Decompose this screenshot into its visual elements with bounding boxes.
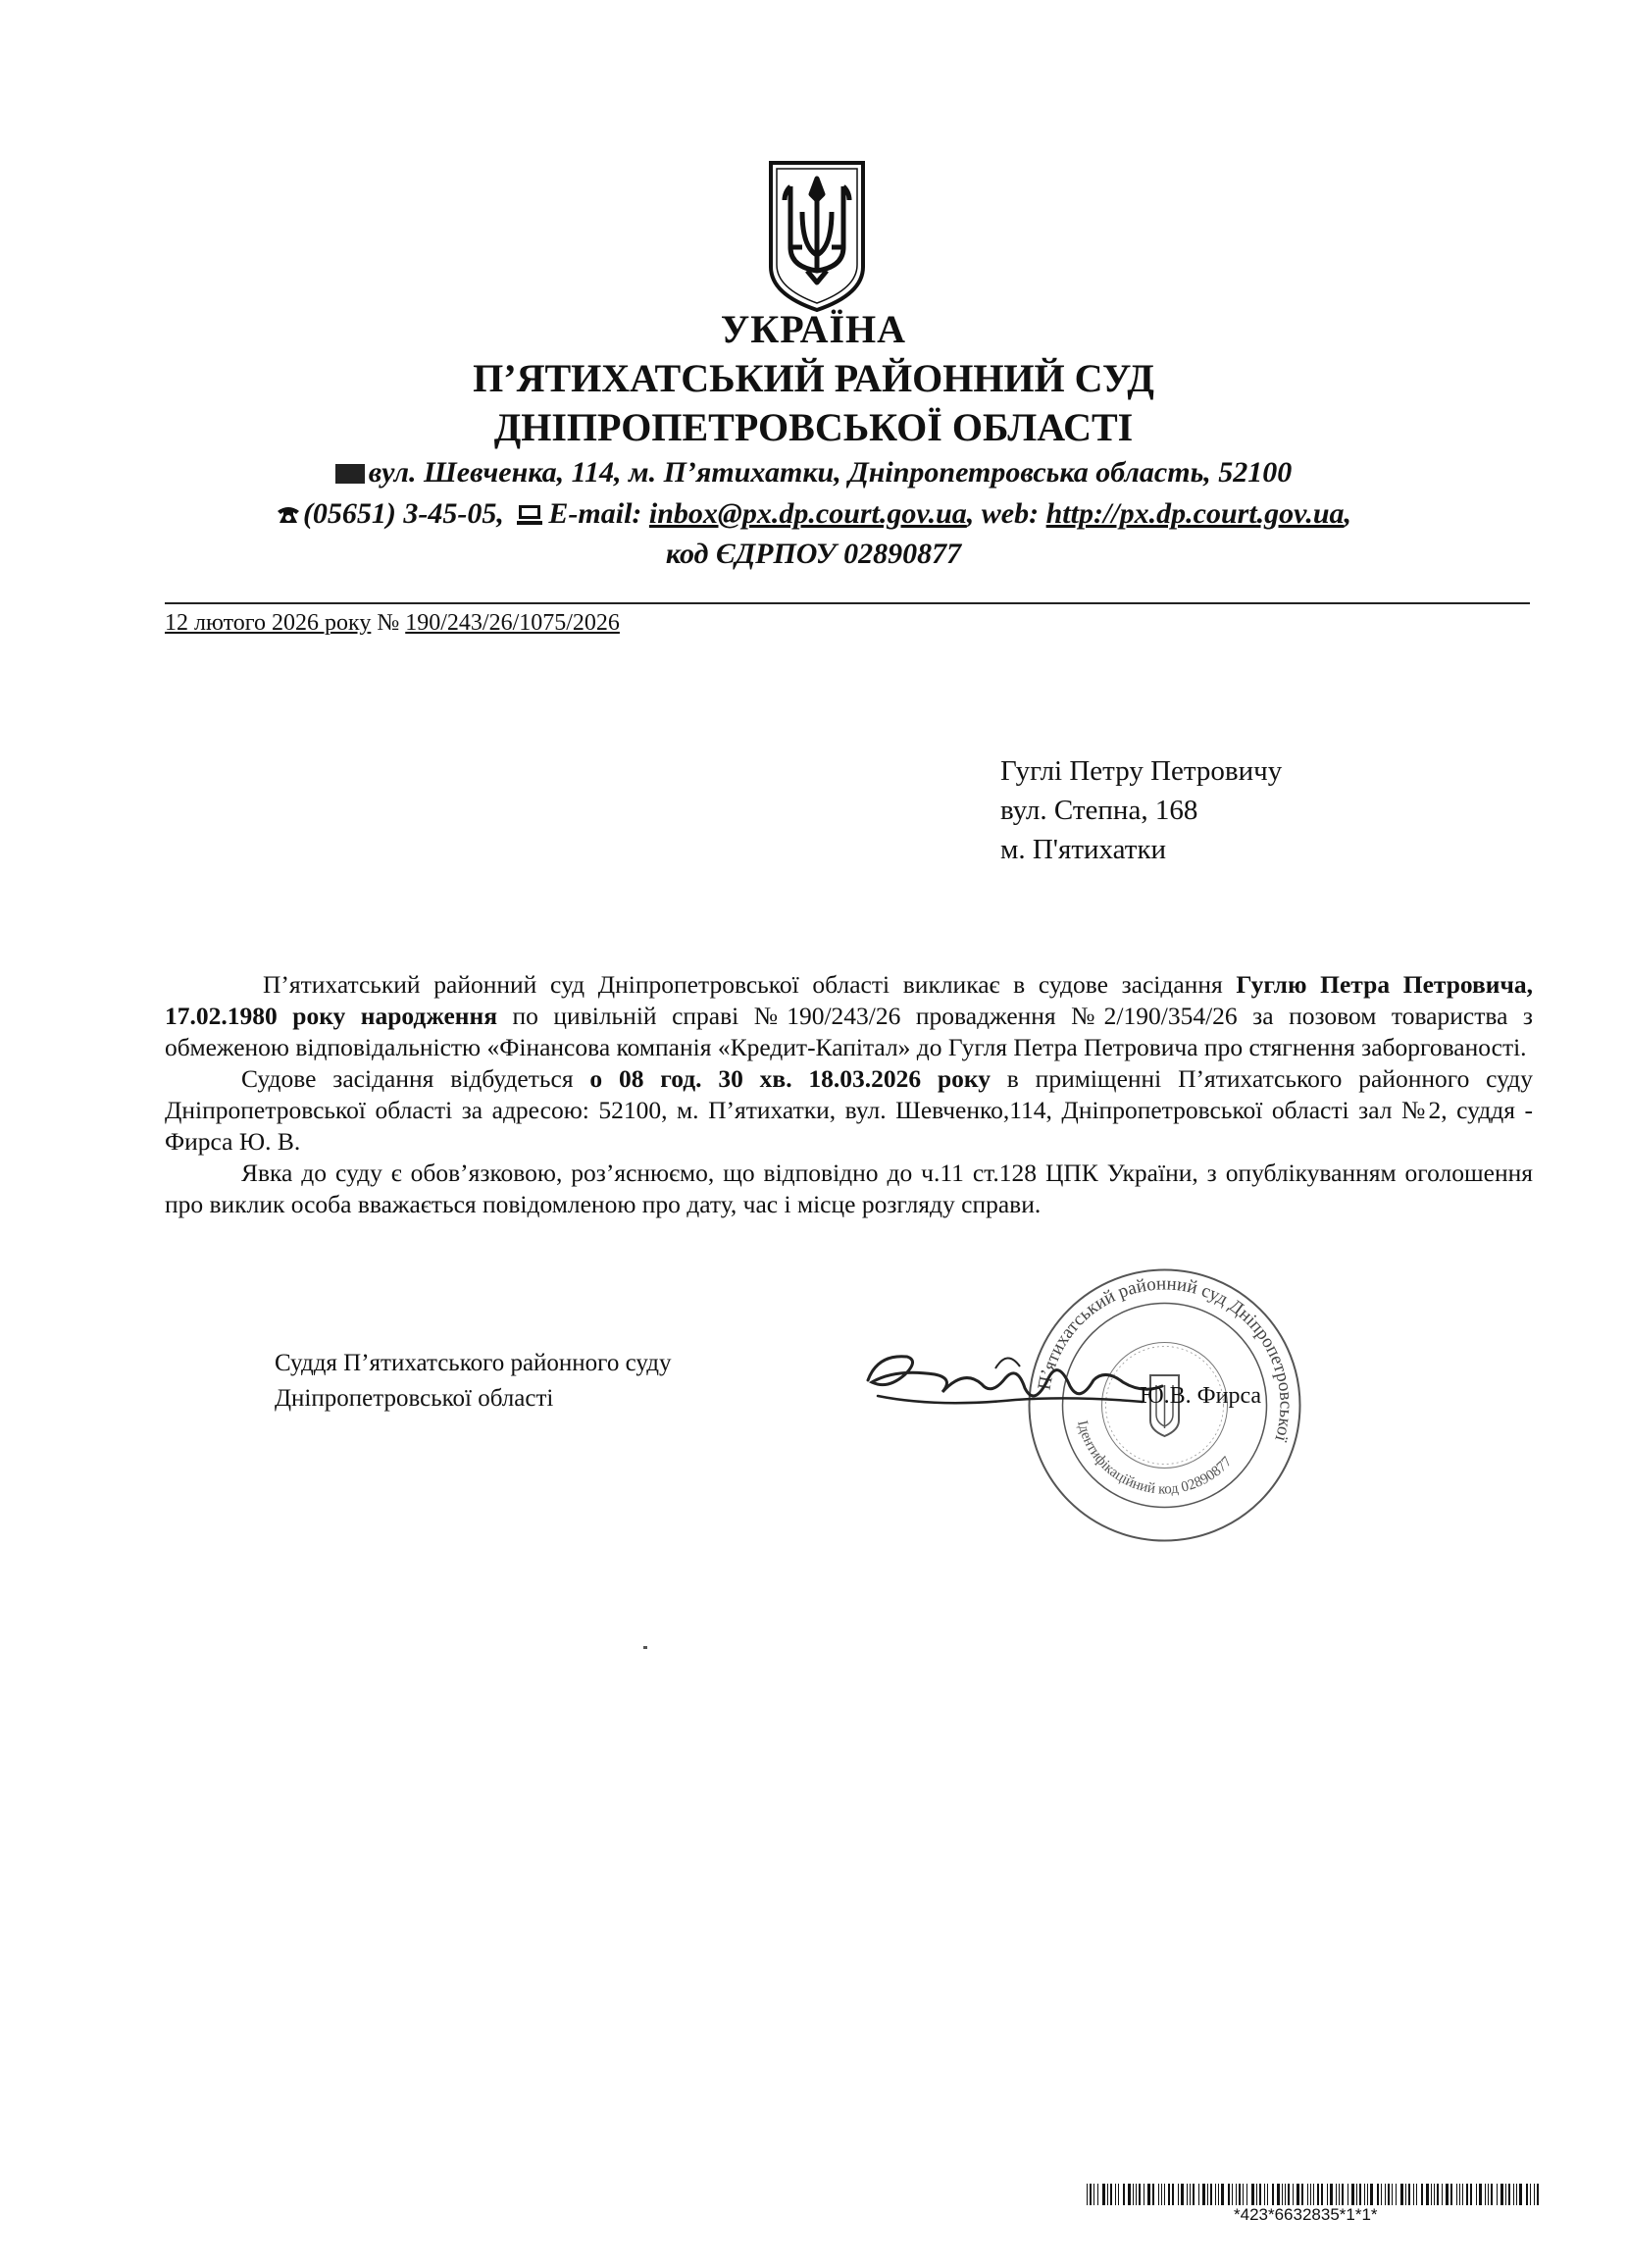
barcode-bar (1321, 2184, 1323, 2205)
court-name-line1: П’ЯТИХАТСЬКИЙ РАЙОННИЙ СУД (473, 356, 1154, 400)
barcode-bar (1288, 2184, 1290, 2205)
barcode-bar (1221, 2184, 1224, 2205)
barcode-bar (1090, 2184, 1092, 2205)
barcode-bar (1293, 2184, 1294, 2205)
barcode-bar (1110, 2184, 1112, 2205)
barcode-bar (1367, 2184, 1368, 2205)
recipient-street: вул. Степна, 168 (1000, 795, 1198, 826)
hearing-text: Судове засідання відбудеться (241, 1064, 590, 1093)
barcode-bar (1282, 2184, 1283, 2205)
barcode-bar (1228, 2184, 1230, 2205)
barcode-bar (1408, 2184, 1410, 2205)
judge-signature (848, 1339, 1172, 1427)
phone-icon (276, 505, 301, 525)
barcode-number: *423*6632835*1*1* (1234, 2205, 1378, 2224)
barcode-bar (1356, 2184, 1357, 2205)
barcode-bar (1534, 2184, 1535, 2205)
computer-icon (517, 504, 542, 526)
barcode-bar (1246, 2184, 1247, 2205)
barcode-bar (1236, 2184, 1237, 2205)
mail-envelope-icon (335, 464, 365, 484)
barcode-bar (1107, 2184, 1108, 2205)
barcode-bar (1207, 2184, 1208, 2205)
barcode-bar (1115, 2184, 1116, 2205)
barcode-bar (1388, 2184, 1390, 2205)
address-line (0, 456, 1627, 490)
barcode-bar (1210, 2184, 1212, 2205)
letter-body (165, 969, 1533, 1220)
barcode-bar (1093, 2184, 1094, 2205)
barcode-bar (1147, 2184, 1150, 2205)
judge-title-line2: Дніпропетровської області (275, 1385, 554, 1412)
judge-title-line1: Суддя П’ятихатського районного суду (275, 1350, 672, 1376)
barcode-bar (1123, 2184, 1125, 2205)
letter-number: 190/243/26/1075/2026 (405, 610, 620, 636)
judge-name: Ю.В. Фирса (1140, 1383, 1262, 1409)
barcode-bar (1161, 2184, 1162, 2205)
recipient-block (1000, 751, 1282, 869)
barcode-bar (1450, 2184, 1452, 2205)
barcode-bar (1342, 2184, 1344, 2205)
barcode-bar (1505, 2184, 1506, 2205)
barcode-bar (1187, 2184, 1188, 2205)
barcode-bar (1251, 2184, 1254, 2205)
barcode-bar (1516, 2184, 1517, 2205)
barcode-bar (1526, 2184, 1528, 2205)
barcode-bar (1256, 2184, 1257, 2205)
barcode-bar (1416, 2184, 1417, 2205)
defendant-name: Гуглю Петра Петровича, 17.02.1980 року народження (165, 970, 1534, 1030)
barcode-bar (1446, 2184, 1449, 2205)
hearing-location: в приміщенні П’ятихатського районного суду Дніпропетровської області за адресою: 52100, м. П’ятихатки, вул. Шевченко,114, Дніпропетровської області зал №2, суддя - Фирса Ю. В. (165, 1064, 1533, 1156)
barcode-bar (1330, 2184, 1333, 2205)
barcode-bar (1267, 2184, 1268, 2205)
barcode-bar (1259, 2184, 1261, 2205)
recipient-name: Гуглі Петру Петровичу (1000, 755, 1283, 787)
barcode-bar (1277, 2184, 1280, 2205)
address-text: вул. Шевченка, 114, м. П’ятихатки, Дніпропетровська область, 52100 (368, 456, 1293, 489)
barcode-bar (1537, 2184, 1539, 2205)
contacts-line (0, 497, 1627, 531)
barcode-bar (1336, 2184, 1337, 2205)
barcode-bar (1405, 2184, 1406, 2205)
barcode-bar (1172, 2184, 1174, 2205)
barcode-bar (1097, 2184, 1098, 2205)
barcode-bar (1442, 2184, 1443, 2205)
barcode-bar (1202, 2184, 1205, 2205)
barcode-bar (1497, 2184, 1498, 2205)
hearing-paragraph (165, 1063, 1533, 1158)
barcode-bar (1152, 2184, 1154, 2205)
barcode-bar (1218, 2184, 1219, 2205)
barcode-bar (1310, 2184, 1311, 2205)
barcode-bar (1102, 2184, 1105, 2205)
barcode-bar (1133, 2184, 1134, 2205)
barcode-bar (1466, 2184, 1468, 2205)
barcode-bar (1168, 2184, 1170, 2205)
barcode-bar (1327, 2184, 1328, 2205)
barcode-bar (1136, 2184, 1137, 2205)
barcode-bar (1307, 2184, 1308, 2205)
hearing-datetime: о 08 год. 30 хв. 18.03.2026 року (589, 1064, 991, 1093)
barcode-bar (1215, 2184, 1216, 2205)
barcode-bar (1459, 2184, 1460, 2205)
edrpou-code: код ЄДРПОУ 02890877 (665, 538, 962, 570)
web-label: , web: (966, 497, 1040, 530)
barcode-bar (1479, 2184, 1482, 2205)
barcode-bar (1313, 2184, 1314, 2205)
barcode-bar (1264, 2184, 1265, 2205)
barcode (1087, 2184, 1540, 2205)
stamp-outer-text: П’ятихатський районний суд Дніпропетровської (1034, 1273, 1297, 1444)
barcode-bar (1301, 2184, 1303, 2205)
barcode-bar (1434, 2184, 1435, 2205)
barcode-bar (1462, 2184, 1463, 2205)
barcode-bar (1400, 2184, 1403, 2205)
barcode-bar (1476, 2184, 1477, 2205)
barcode-bar (1317, 2184, 1319, 2205)
barcode-bar (1118, 2184, 1119, 2205)
barcode-bar (1396, 2184, 1397, 2205)
email-link[interactable]: inbox@px.dp.court.gov.ua (648, 497, 967, 530)
barcode-bar (1158, 2184, 1159, 2205)
letter-date: 12 лютого 2026 року (165, 610, 372, 636)
barcode-bar (1297, 2184, 1299, 2205)
barcode-bar (1413, 2184, 1414, 2205)
attendance-paragraph: Явка до суду є обов’язковою, роз’яснюємо, що відповідно до ч.11 ст.128 ЦПК України, з опублікуванням оголошення про виклик особа вважається повідомленою про дату, час і місце розгляду справи. (165, 1159, 1533, 1218)
barcode-bar (1239, 2184, 1241, 2205)
barcode-bar (1491, 2184, 1493, 2205)
barcode-bar (1164, 2184, 1165, 2205)
barcode-bar (1385, 2184, 1386, 2205)
barcode-bar (1500, 2184, 1503, 2205)
barcode-bar (1272, 2184, 1274, 2205)
barcode-bar (1198, 2184, 1199, 2205)
barcode-bar (1437, 2184, 1439, 2205)
summons-text: П’ятихатський районний суд Дніпропетровської області викликає в судове засідання (263, 970, 1237, 999)
barcode-bar (1381, 2184, 1382, 2205)
barcode-bar (1359, 2184, 1361, 2205)
header-divider (165, 602, 1530, 604)
court-name-line2: ДНІПРОПЕТРОВСЬКОЇ ОБЛАСТІ (493, 405, 1134, 449)
barcode-bar (1485, 2184, 1486, 2205)
barcode-bar (1364, 2184, 1365, 2205)
barcode-bar (1347, 2184, 1348, 2205)
number-label: № (377, 610, 400, 636)
website-link[interactable]: http://px.dp.court.gov.ua (1045, 497, 1345, 530)
barcode-bar (1513, 2184, 1514, 2205)
barcode-bar (1181, 2184, 1184, 2205)
email-label: E-mail: (548, 497, 642, 530)
barcode-bar (1426, 2184, 1429, 2205)
barcode-bar (1456, 2184, 1457, 2205)
stamp-inner-text: Ідентифікаційний код 02890877 (1074, 1418, 1236, 1498)
letter-date-number (165, 610, 620, 637)
barcode-bar (1377, 2184, 1379, 2205)
barcode-bar (1431, 2184, 1432, 2205)
barcode-bar (1232, 2184, 1233, 2205)
case-details: по цивільній справі №190/243/26 провадження №2/190/354/26 за позовом товариства з обмеженою відповідальністю «Фінансова компанія «Кредит-Капітал» до Гугля Петра Петровича про стягнення заборгованості. (165, 1002, 1533, 1061)
barcode-bar (1530, 2184, 1531, 2205)
barcode-bar (1243, 2184, 1244, 2205)
barcode-bar (1392, 2184, 1393, 2205)
barcode-bar (1421, 2184, 1423, 2205)
barcode-bar (1190, 2184, 1191, 2205)
barcode-bar (1178, 2184, 1179, 2205)
barcode-bar (1087, 2184, 1088, 2205)
web-trailing: , (1344, 497, 1352, 530)
barcode-bar (1285, 2184, 1286, 2205)
barcode-bar (1370, 2184, 1373, 2205)
summons-paragraph (165, 969, 1533, 1063)
barcode-bar (1519, 2184, 1522, 2205)
phone-number: (05651) 3-45-05, (302, 497, 504, 530)
judge-title (275, 1346, 671, 1417)
barcode-bar (1128, 2184, 1131, 2205)
barcode-bar (1351, 2184, 1354, 2205)
barcode-bar (1488, 2184, 1489, 2205)
barcode-bar (1470, 2184, 1472, 2205)
coat-of-arms-icon (763, 157, 871, 314)
barcode-bar (1193, 2184, 1195, 2205)
barcode-bar (1339, 2184, 1340, 2205)
recipient-city: м. П'ятихатки (1000, 834, 1167, 865)
country-heading: УКРАЇНА (720, 307, 907, 351)
barcode-bar (1508, 2184, 1510, 2205)
barcode-bar (1139, 2184, 1141, 2205)
scan-speck (643, 1646, 647, 1649)
